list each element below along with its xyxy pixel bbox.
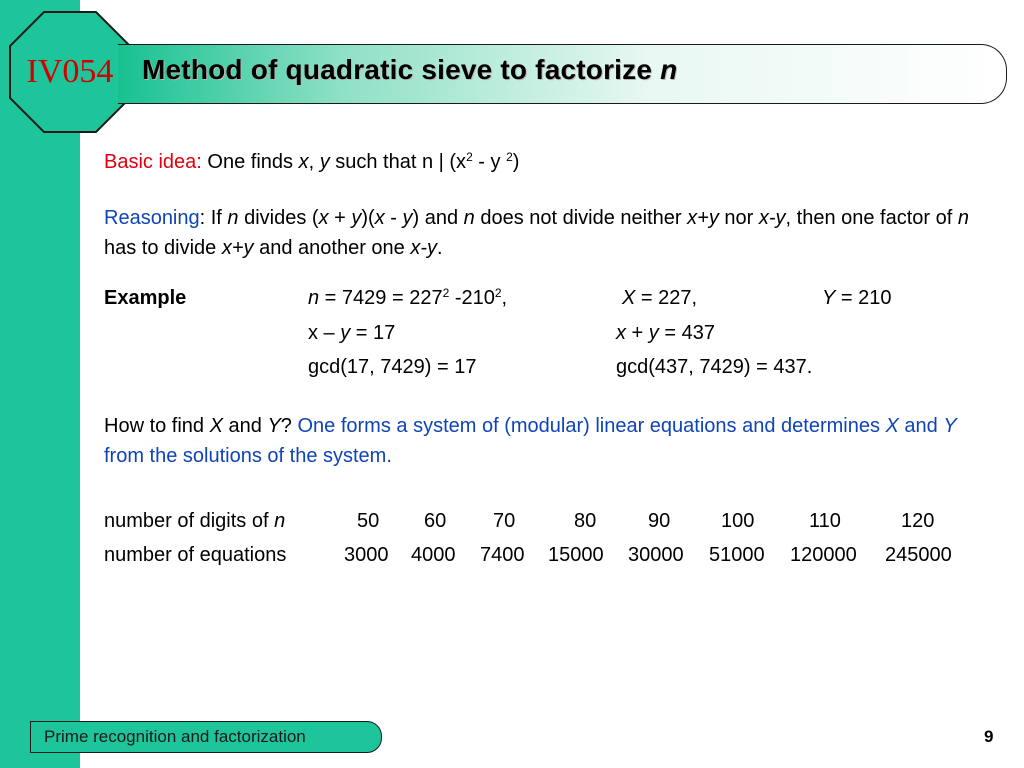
example-label: Example: [104, 287, 187, 309]
table-cell: 120: [901, 510, 935, 532]
example-Y-value: Y = 210: [822, 287, 892, 309]
example-x-minus-y: x – y = 17: [308, 322, 396, 344]
row-label-digits: number of digits of n: [104, 510, 286, 532]
page-number: 9: [984, 727, 994, 746]
basic-idea-label: Basic idea:: [104, 151, 202, 173]
example-n-equation: $n = 7429 = 227^2$ $-210^2$,: [308, 286, 508, 309]
example-X-value: X = 227,: [622, 287, 698, 309]
table-cell: 51000: [709, 544, 765, 566]
table-cell: 4000: [411, 544, 456, 566]
reasoning-paragraph: Reasoning: If n divides (x + y)(x - y) and n does not divide neither x+y nor x-y, then one factor of n has to divide x+y and another one x-y.: [104, 207, 969, 259]
table-cell: 80: [574, 510, 597, 532]
table-cell: 60: [424, 510, 447, 532]
how-to-find-answer: One forms a system of (modular) linear equations and determines: [297, 415, 886, 437]
table-cell: 3000: [344, 544, 389, 566]
row-label-equations: number of equations: [104, 544, 287, 566]
example-gcd-2: gcd(437, 7429) = 437.: [616, 356, 813, 378]
logo-text: IV054: [26, 53, 114, 90]
basic-idea-paragraph: Basic idea: One finds x, y such that n | ($x^2$ - y $^2$): [104, 150, 520, 173]
table-cell: 50: [357, 510, 380, 532]
footer-title: Prime recognition and factorization: [44, 727, 306, 746]
page-title: Method of quadratic sieve to factorize n: [142, 54, 678, 85]
table-cell: 70: [493, 510, 516, 532]
table-cell: 100: [721, 510, 755, 532]
example-x-plus-y: x + y = 437: [616, 322, 715, 344]
reasoning-label: Reasoning: [104, 207, 200, 229]
how-to-find-paragraph: How to find X and Y? One forms a system of (modular) linear equations and determines X and Y from the solutions of the system.: [104, 415, 957, 467]
table-cell: 7400: [480, 544, 525, 566]
table-cell: 245000: [885, 544, 952, 566]
table-cell: 90: [648, 510, 671, 532]
table-cell: 30000: [628, 544, 684, 566]
table-cell: 120000: [790, 544, 857, 566]
table-cell: 110: [809, 510, 841, 532]
example-gcd-1: gcd(17, 7429) = 17: [308, 356, 477, 378]
table-cell: 15000: [548, 544, 604, 566]
